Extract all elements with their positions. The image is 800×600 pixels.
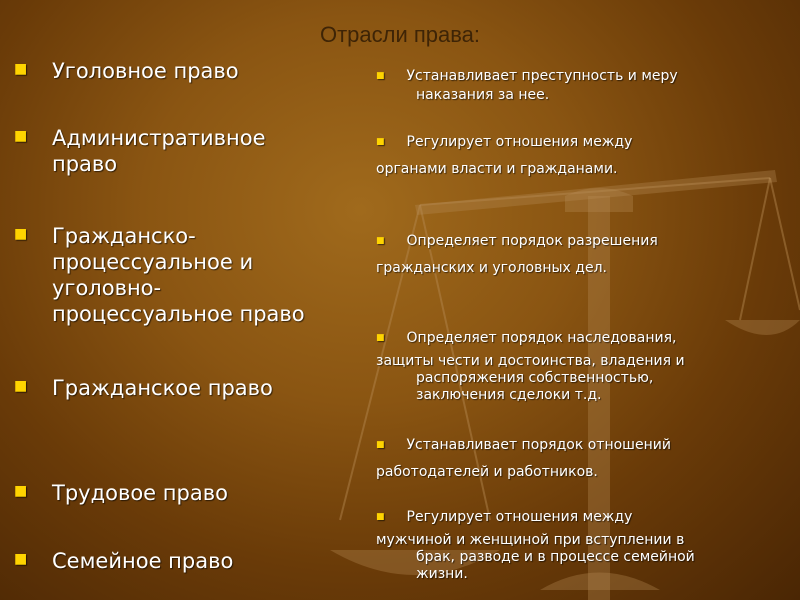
description-criminal-law xyxy=(376,68,791,104)
bullet-icon: ■ xyxy=(376,440,385,450)
description-line: наказания за нее. xyxy=(416,87,550,103)
branch-label: Семейное право xyxy=(52,549,234,573)
description-line: мужчиной и женщиной при вступлении в xyxy=(376,532,685,548)
bullet-icon: ■ xyxy=(376,71,385,81)
bullet-icon: ■ xyxy=(14,226,28,242)
branch-procedural-law xyxy=(14,223,305,327)
description-line: защиты чести и достоинства, владения и xyxy=(376,353,685,369)
branch-label-line: право xyxy=(52,152,118,176)
bullet-icon: ■ xyxy=(376,512,385,522)
description-line: Регулирует отношения между xyxy=(406,134,633,150)
description-line: заключения сделоки т.д. xyxy=(416,387,602,403)
description-labor-law xyxy=(376,437,791,481)
description-line: Определяет порядок наследования, xyxy=(406,330,677,346)
branch-criminal-law xyxy=(14,58,239,84)
branch-label: Уголовное право xyxy=(52,59,239,83)
description-line: жизни. xyxy=(416,566,468,582)
branch-civil-law xyxy=(14,375,273,401)
description-family-law xyxy=(376,509,791,583)
branch-administrative-law xyxy=(14,125,266,177)
description-line: Определяет порядок разрешения xyxy=(406,233,658,249)
description-line: распоряжения собственностью, xyxy=(416,370,654,386)
bullet-icon: ■ xyxy=(376,236,385,246)
bullet-icon: ■ xyxy=(14,61,28,77)
description-line: гражданских и уголовных дел. xyxy=(376,260,607,276)
description-line: Регулирует отношения между xyxy=(406,509,633,525)
description-civil-law xyxy=(376,330,791,404)
branch-label-line: Административное xyxy=(52,126,266,150)
branch-labor-law xyxy=(14,480,228,506)
branch-label: Гражданское право xyxy=(52,376,273,400)
description-line: работодателей и работников. xyxy=(376,464,598,480)
bullet-icon: ■ xyxy=(14,128,28,144)
branch-label-line: уголовно- xyxy=(52,276,162,300)
bullet-icon: ■ xyxy=(14,551,28,567)
bullet-icon: ■ xyxy=(376,333,385,343)
bullet-icon: ■ xyxy=(14,483,28,499)
slide-title: Отрасли права: xyxy=(319,22,481,47)
branch-label-line: Гражданско- xyxy=(52,224,196,248)
branch-family-law xyxy=(14,548,233,574)
description-line: Устанавливает преступность и меру xyxy=(406,68,678,84)
description-line: органами власти и гражданами. xyxy=(376,161,618,177)
description-line: брак, разводе и в процессе семейной xyxy=(416,549,695,565)
bullet-icon: ■ xyxy=(376,137,385,147)
branch-label-line: процессуальное и xyxy=(52,250,254,274)
description-administrative-law xyxy=(376,134,791,178)
branch-label-line: процессуальное право xyxy=(52,302,305,326)
branch-label: Трудовое право xyxy=(52,481,228,505)
description-procedural-law xyxy=(376,233,791,277)
bullet-icon: ■ xyxy=(14,378,28,394)
description-line: Устанавливает порядок отношений xyxy=(406,437,671,453)
